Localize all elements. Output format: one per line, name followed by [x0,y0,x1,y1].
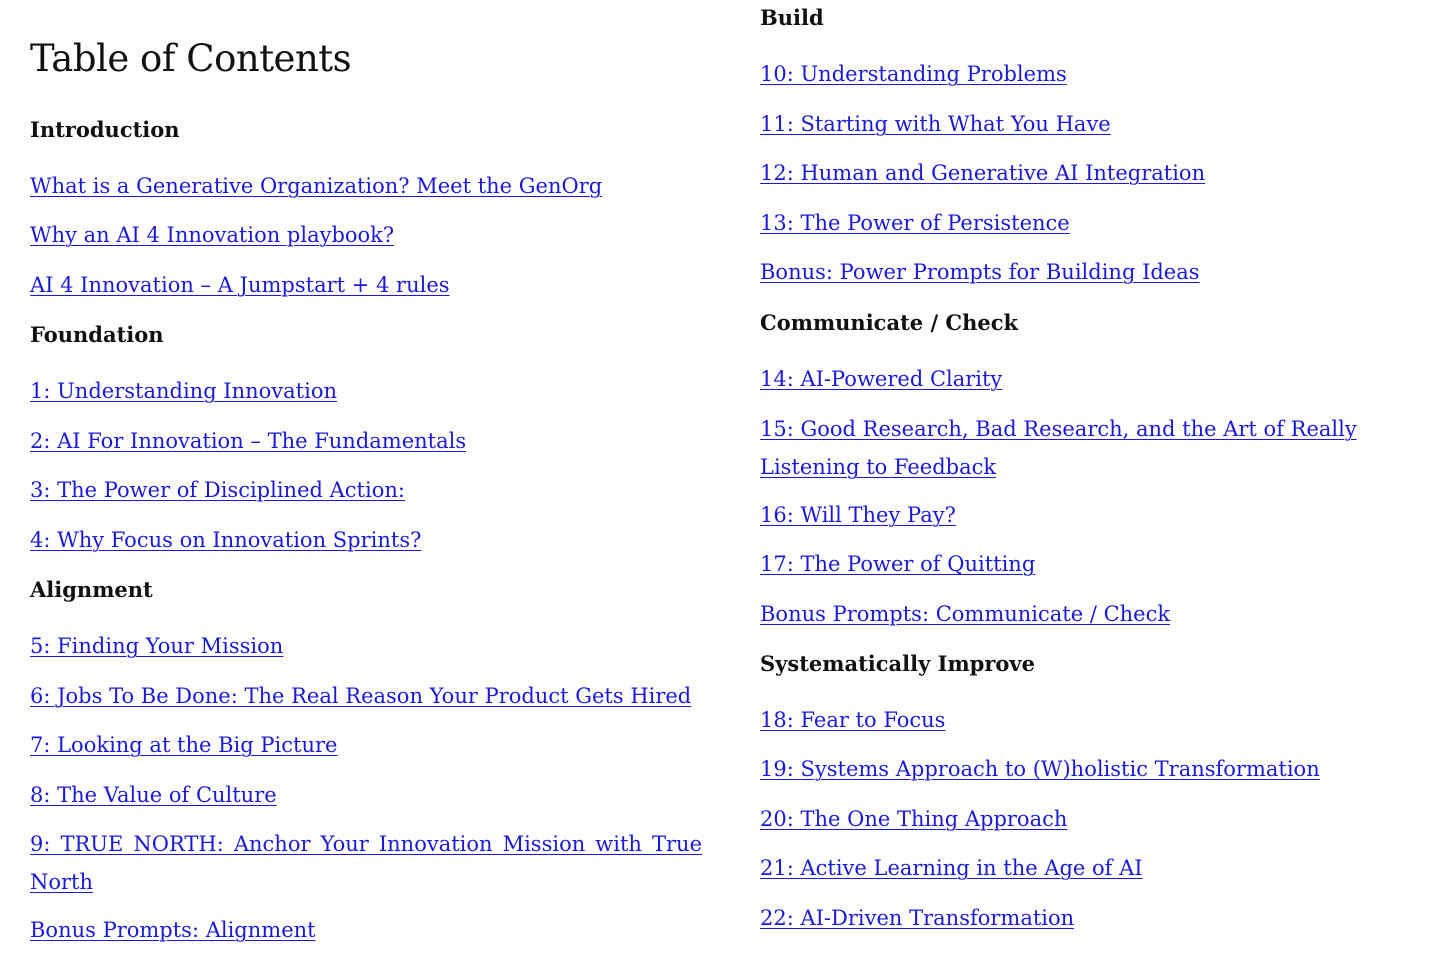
toc-link-chapter-5[interactable]: 5: Finding Your Mission [30,634,284,658]
toc-link-playbook[interactable]: Why an AI 4 Innovation playbook? [30,223,395,247]
section-heading-foundation: Foundation [30,322,164,347]
toc-link-chapter-14[interactable]: 14: AI-Powered Clarity [760,367,1003,391]
toc-link-chapter-16[interactable]: 16: Will They Pay? [760,503,956,527]
toc-link-chapter-1[interactable]: 1: Understanding Innovation [30,379,338,403]
toc-link-chapter-17[interactable]: 17: The Power of Quitting [760,552,1036,576]
toc-link-chapter-21[interactable]: 21: Active Learning in the Age of AI [760,856,1143,880]
section-heading-systematically-improve: Systematically Improve [760,651,1035,676]
toc-link-chapter-20[interactable]: 20: The One Thing Approach [760,807,1068,831]
toc-link-chapter-8[interactable]: 8: The Value of Culture [30,783,277,807]
toc-link-chapter-15[interactable]: 15: Good Research, Bad Research, and the Art of Really Listening to Feedback [760,417,1357,479]
section-heading-build: Build [760,5,824,30]
toc-item-chapter-15-wrapper [760,411,1440,487]
section-heading-communicate-check: Communicate / Check [760,310,1019,335]
toc-link-chapter-19[interactable]: 19: Systems Approach to (W)holistic Transformation [760,757,1320,781]
toc-link-bonus-alignment[interactable]: Bonus Prompts: Alignment [30,918,316,942]
toc-link-chapter-2[interactable]: 2: AI For Innovation – The Fundamentals [30,429,467,453]
toc-link-chapter-4[interactable]: 4: Why Focus on Innovation Sprints? [30,528,422,552]
toc-link-chapter-6[interactable]: 6: Jobs To Be Done: The Real Reason Your Product Gets Hired [30,684,692,708]
toc-link-chapter-9[interactable]: 9: TRUE NORTH: Anchor Your Innovation Mission with True North [30,832,702,894]
toc-link-jumpstart[interactable]: AI 4 Innovation – A Jumpstart + 4 rules [30,273,450,297]
toc-link-chapter-22[interactable]: 22: AI-Driven Transformation [760,906,1075,930]
toc-link-bonus-build[interactable]: Bonus: Power Prompts for Building Ideas [760,260,1200,284]
page-title: Table of Contents [30,37,352,80]
toc-link-chapter-11[interactable]: 11: Starting with What You Have [760,112,1111,136]
toc-link-chapter-18[interactable]: 18: Fear to Focus [760,708,946,732]
toc-link-chapter-13[interactable]: 13: The Power of Persistence [760,211,1070,235]
toc-link-chapter-3[interactable]: 3: The Power of Disciplined Action: [30,478,405,502]
toc-link-bonus-communicate[interactable]: Bonus Prompts: Communicate / Check [760,602,1171,626]
toc-link-chapter-12[interactable]: 12: Human and Generative AI Integration [760,161,1206,185]
toc-item-chapter-9-wrapper [30,826,702,902]
toc-link-chapter-10[interactable]: 10: Understanding Problems [760,62,1067,86]
section-heading-alignment: Alignment [30,577,153,602]
toc-link-genorg[interactable]: What is a Generative Organization? Meet the GenOrg [30,174,603,198]
section-heading-introduction: Introduction [30,117,180,142]
toc-link-chapter-7[interactable]: 7: Looking at the Big Picture [30,733,338,757]
